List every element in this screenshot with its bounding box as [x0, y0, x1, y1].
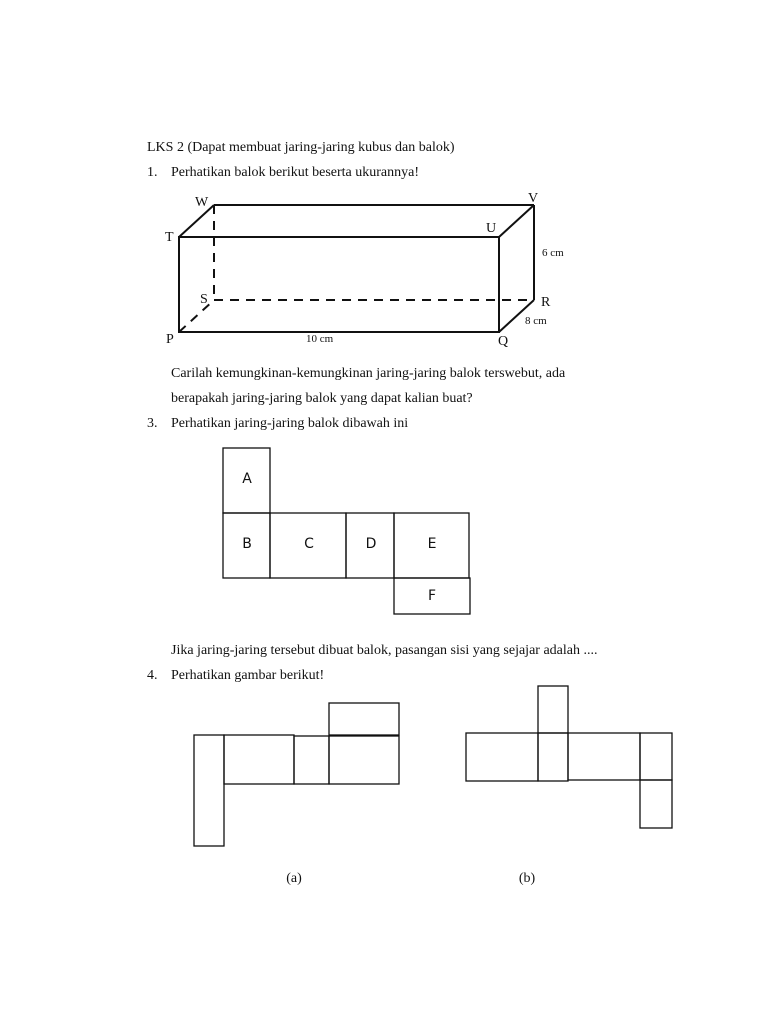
- vertex-label-v: V: [528, 191, 539, 206]
- vertex-label-s: S: [200, 292, 208, 307]
- vertex-label-r: R: [541, 295, 551, 310]
- worksheet-title: LKS 2 (Dapat membuat jaring-jaring kubus dan balok): [147, 140, 455, 155]
- question-1-number: 1.: [147, 165, 158, 180]
- net-face-e-label: E: [427, 536, 437, 552]
- dimension-width: 8 cm: [525, 315, 547, 327]
- vertex-label-p: P: [166, 332, 174, 347]
- question-1-followup-line2: berapakah jaring-jaring balok yang dapat kalian buat?: [171, 391, 473, 406]
- question-1-followup-line1: Carilah kemungkinan-kemungkinan jaring-jaring balok terswebut, ada: [171, 366, 566, 381]
- question-3-number: 3.: [147, 416, 158, 431]
- net-figure-a: [194, 703, 399, 846]
- figure-a-caption: (a): [286, 871, 302, 886]
- question-3-text: Perhatikan jaring-jaring balok dibawah ini: [171, 416, 409, 431]
- dimension-length: 10 cm: [306, 333, 334, 345]
- vertex-label-t: T: [165, 230, 174, 245]
- net-face-a-label: A: [242, 471, 252, 487]
- question-4-text: Perhatikan gambar berikut!: [171, 668, 325, 683]
- question-1-text: Perhatikan balok berikut beserta ukurannya!: [171, 165, 420, 180]
- net-figure-b: [466, 686, 672, 828]
- vertex-label-u: U: [486, 221, 497, 236]
- dimension-height: 6 cm: [542, 247, 564, 259]
- net-face-c-label: C: [304, 536, 314, 552]
- net-face-d-label: D: [365, 536, 377, 552]
- net-face-b-label: B: [242, 536, 252, 552]
- net-face-f-label: F: [427, 588, 437, 604]
- vertex-label-w: W: [195, 195, 209, 210]
- vertex-label-q: Q: [498, 334, 509, 349]
- question-4-number: 4.: [147, 668, 158, 683]
- question-3-followup: Jika jaring-jaring tersebut dibuat balok, pasangan sisi yang sejajar adalah ....: [171, 643, 598, 658]
- figure-b-caption: (b): [518, 871, 536, 886]
